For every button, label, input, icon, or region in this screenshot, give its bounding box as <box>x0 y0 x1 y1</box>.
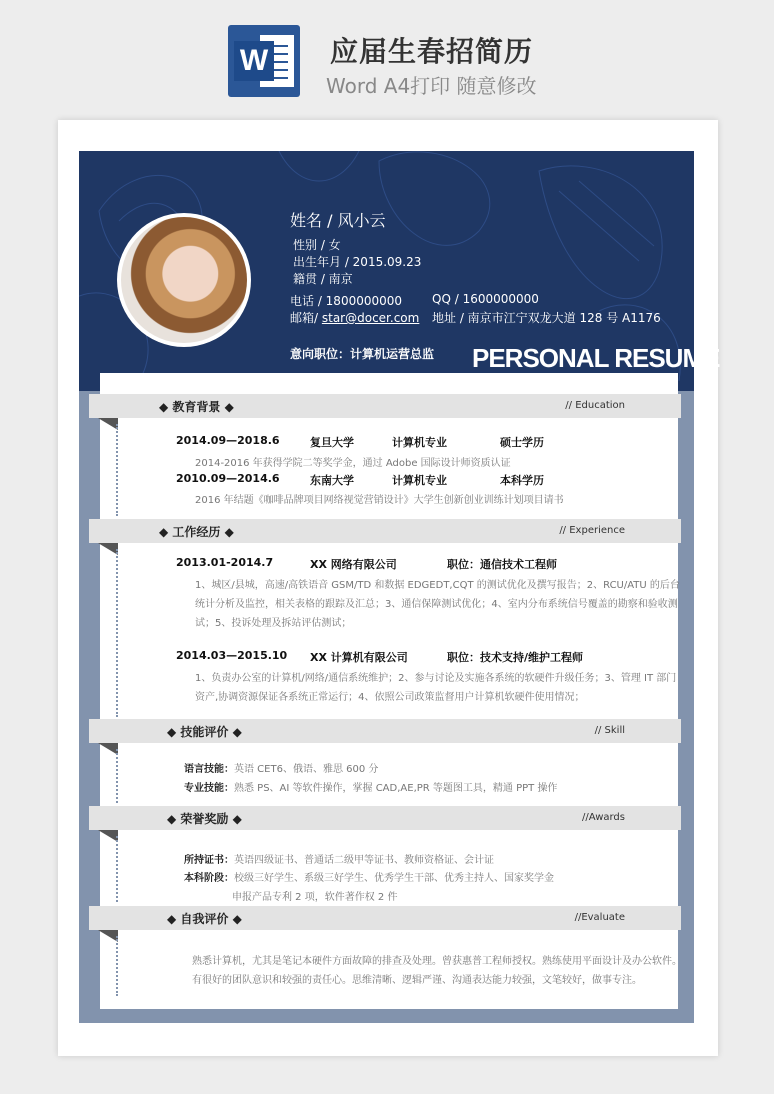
self-header <box>89 906 681 930</box>
work-date: 2014.03—2015.10 <box>176 649 288 662</box>
work-en: // Experience <box>559 525 625 536</box>
work-line: 资产,协调资源保证各系统正常运行；4、依照公司政策监督用户计算机软硬件使用情况； <box>195 692 585 703</box>
profile-birth: 出生年月 / 2015.09.23 <box>293 255 422 269</box>
profile-gender: 性别 / 女 <box>293 238 341 252</box>
banner-subtitle: Word A4打印 随意修改 <box>326 74 537 98</box>
work-position: 职位：通信技术工程师 <box>447 558 557 571</box>
self-line: 有很好的团队意识和较强的责任心。思维清晰、逻辑严谨、沟通表达能力较强，文笔较好，做事专注。 <box>192 975 642 986</box>
self-line: 熟悉计算机，尤其是笔记本硬件方面故障的排查及处理。曾获惠普工程师授权。熟练使用平面设计及办公软件。 <box>192 956 682 967</box>
profile-address: 地址 / 南京市江宁双龙大道 128 号 A1176 <box>432 311 661 325</box>
work-company: XX 计算机有限公司 <box>310 651 408 664</box>
skills-header <box>89 719 681 743</box>
work-header <box>89 519 681 543</box>
self-title: ◆ 自我评价 ◆ <box>167 912 242 926</box>
avatar <box>117 213 251 347</box>
work-date: 2013.01-2014.7 <box>176 556 274 569</box>
work-company: XX 网络有限公司 <box>310 558 397 571</box>
email-link[interactable]: star@docer.com <box>321 311 420 325</box>
education-title: ◆ 教育背景 ◆ <box>159 400 234 414</box>
work-title: ◆ 工作经历 ◆ <box>159 525 234 539</box>
education-en: // Education <box>565 400 625 411</box>
education-header <box>89 394 681 418</box>
profile-intent: 意向职位：计算机运营总监 <box>290 347 435 361</box>
email-label: 邮箱/ <box>290 311 319 325</box>
profile-origin: 籍贯 / 南京 <box>293 272 353 286</box>
profile-qq: QQ / 1600000000 <box>432 292 539 306</box>
timeline-dots <box>116 424 118 516</box>
skills-title: ◆ 技能评价 ◆ <box>167 725 242 739</box>
work-line: 1、城区/县城，高速/高铁语音 GSM/TD 和数据 EDGEDT,CQT 的测试优化及撰写报告；2、RCU/ATU 的后台 <box>195 580 680 591</box>
edu-school: 东南大学 <box>310 474 354 487</box>
skills-en: // Skill <box>594 725 625 736</box>
award-line: 所持证书：英语四级证书、普通话二级甲等证书、教师资格证、会计证 <box>184 855 494 866</box>
word-icon: W <box>228 25 300 97</box>
edu-degree: 硕士学历 <box>500 436 544 449</box>
work-position: 职位：技术支持/维护工程师 <box>447 651 584 664</box>
profile-phone: 电话 / 1800000000 <box>290 294 403 308</box>
self-en: //Evaluate <box>574 912 625 923</box>
edu-major: 计算机专业 <box>392 474 447 487</box>
edu-major: 计算机专业 <box>392 436 447 449</box>
timeline-dots <box>116 549 118 717</box>
edu-degree: 本科学历 <box>500 474 544 487</box>
awards-title: ◆ 荣誉奖励 ◆ <box>167 812 242 826</box>
profile-email <box>290 309 419 326</box>
awards-header <box>89 806 681 830</box>
award-line: 本科阶段：校级三好学生、系级三好学生、优秀学生干部、优秀主持人、国家奖学金 <box>184 873 554 884</box>
skill-line: 语言技能：英语 CET6、俄语、雅思 600 分 <box>184 764 379 775</box>
top-banner <box>0 0 774 108</box>
edu-date: 2014.09—2018.6 <box>176 434 280 447</box>
work-line: 1、负责办公室的计算机/网络/通信系统维护；2、参与讨论及实施各系统的软硬件升级任务；3、管理 IT 部门 <box>195 673 677 684</box>
resume-title: PERSONAL RESUME <box>472 343 720 373</box>
edu-date: 2010.09—2014.6 <box>176 472 280 485</box>
timeline-dots <box>116 936 118 996</box>
timeline-dots <box>116 836 118 902</box>
timeline-dots <box>116 749 118 803</box>
profile-name: 姓名 / 风小云 <box>290 211 386 230</box>
edu-desc: 2016 年结题《咖啡品牌项目网络视觉营销设计》大学生创新创业训练计划项目请书 <box>195 495 564 506</box>
work-line: 试；5、投诉处理及拆站评估测试； <box>195 618 352 629</box>
skill-line: 专业技能：熟悉 PS、AI 等软件操作，掌握 CAD,AE,PR 等题图工具，精通 PPT 操作 <box>184 783 558 794</box>
banner-title: 应届生春招简历 <box>330 35 534 68</box>
awards-en: //Awards <box>582 812 625 823</box>
work-line: 统计分析及监控，相关表格的跟踪及汇总；3、通信保障测试优化；4、室内分布系统信号覆盖的勘察和验收测 <box>195 599 678 610</box>
edu-desc: 2014-2016 年获得学院二等奖学金，通过 Adobe 国际设计师资质认证 <box>195 458 511 469</box>
award-line: 申报产品专利 2 项，软件著作权 2 件 <box>232 892 398 903</box>
edu-school: 复旦大学 <box>310 436 354 449</box>
